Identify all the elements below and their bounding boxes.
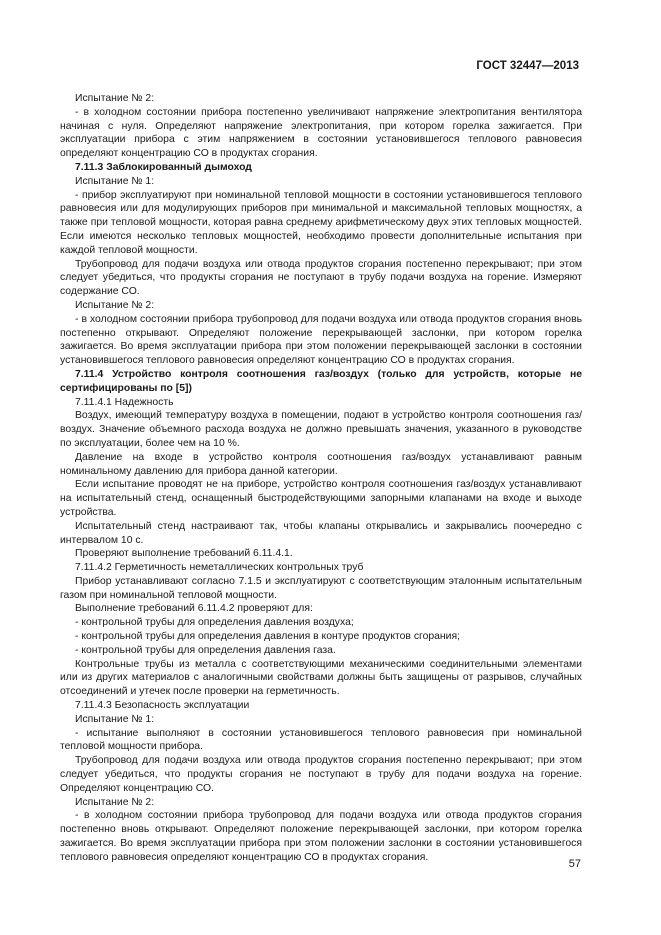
body-paragraph: Если испытание проводят не на приборе, устройство контроля соотношения газ/воздух устанавливают на испытательный стенд, оснащенный быстродействующими запорными клапанами на входе и выходе устройства. — [60, 479, 582, 518]
page-number: 57 — [568, 858, 581, 870]
section-heading: 7.11.4 Устройство контроля соотношения газ/воздух (только для устройств, которые не сертифицированы по [5]) — [60, 368, 582, 394]
body-paragraph: - контрольной трубы для определения давления в контуре продуктов сгорания; — [75, 631, 460, 643]
document-code-header: ГОСТ 32447—2013 — [476, 60, 579, 72]
body-paragraph: Прибор устанавливают согласно 7.1.5 и эксплуатируют с соответствующим эталонным испытательным газом при номинальной тепловой мощности. — [60, 575, 582, 601]
body-paragraph: Испытание № 2: — [75, 299, 155, 311]
body-paragraph: - в холодном состоянии прибора трубопровод для подачи воздуха или отвода продуктов сгорания постепенно вновь открывают. Определяют положение перекрывающей заслонки, при котором горелка зажигается. Во время эксплуатации прибора при этом положении заслонки в состоянии установившегося теплового равновесия определяют концентрацию СО в продуктах сгорания. — [60, 810, 582, 863]
body-paragraph: - контрольной трубы для определения давления газа. — [75, 644, 336, 656]
body-paragraph: 7.11.4.2 Герметичность неметаллических контрольных труб — [75, 562, 364, 574]
body-paragraph: Испытание № 1: — [75, 175, 155, 187]
document-body — [60, 92, 582, 865]
body-paragraph: Выполнение требований 6.11.4.2 проверяют для: — [75, 603, 313, 615]
body-paragraph: Испытательный стенд настраивают так, чтобы клапаны открывались и закрывались поочередно с интервалом 10 с. — [60, 520, 582, 546]
body-paragraph: Контрольные трубы из металла с соответствующими механическими соединительными элементами или из других материалов с аналогичными свойствами должны быть защищены от разрывов, случайных отсоединений и утечек после проверки на герметичность. — [60, 658, 582, 698]
body-paragraph: 7.11.4.1 Надежность — [75, 396, 174, 408]
body-paragraph: Давление на входе в устройство контроля соотношения газ/воздух устанавливают равным номинальному давлению для прибора данной категории. — [60, 451, 582, 477]
body-paragraph: Испытание № 1: — [75, 713, 155, 725]
body-paragraph: - в холодном состоянии прибора трубопровод для подачи воздуха или отвода продуктов сгорания вновь постепенно открывают. Определяют положение перекрывающей заслонки, при котором горелка зажигается. Во время эксплуатации прибора при этом положении перекрывающей заслонки в состоянии установившегося теплового равновесия определяют концентрацию СО в продуктах сгорания. — [60, 313, 582, 367]
body-paragraph: Трубопровод для подачи воздуха или отвода продуктов сгорания постепенно перекрывают; при этом следует убедиться, что продукты сгорания не поступают в трубу подачи воздуха на горение. Измеряют содержание СО. — [60, 258, 582, 298]
body-paragraph: - в холодном состоянии прибора постепенно увеличивают напряжение электропитания вентилятора начиная с нуля. Определяют напряжение электропитания, при котором горелка зажигается. При эксплуатации прибора с этим напряжением в состоянии установившегося теплового равновесия определяют концентрацию СО в продуктах сгорания. — [60, 106, 582, 160]
body-paragraph: Трубопровод для подачи воздуха или отвода продуктов сгорания постепенно перекрывают; при этом следует убедиться, что продукты сгорания не поступают в трубу для подачи воздуха на горение. Определяют концентрацию СО. — [60, 755, 582, 794]
section-heading: 7.11.3 Заблокированный дымоход — [75, 161, 252, 173]
body-paragraph: - контрольной трубы для определения давления воздуха; — [75, 617, 354, 629]
body-paragraph: Проверяют выполнение требований 6.11.4.1. — [75, 548, 293, 560]
body-paragraph: Испытание № 2: — [75, 796, 155, 808]
body-paragraph: - испытание выполняют в состоянии установившегося теплового равновесия при номинальной тепловой мощности прибора. — [60, 727, 582, 753]
body-paragraph: Испытание № 2: — [75, 93, 155, 104]
body-paragraph: Воздух, имеющий температуру воздуха в помещении, подают в устройство контроля соотношения газ/воздух. Значение объемного расхода воздуха не должно превышать значения, указанного в руководстве по эксплуатации, более чем на 10 %. — [60, 410, 582, 449]
body-paragraph: 7.11.4.3 Безопасность эксплуатации — [75, 700, 250, 712]
body-paragraph: - прибор эксплуатируют при номинальной тепловой мощности в состоянии установившегося теплового равновесия или для модулирующих приборов при минимальной и максимальной тепловых мощностях, а также при тепловой мощности, которая равна среднему арифметическому двух этих тепловых мощностей. Если имеются несколько тепловых мощностей, необходимо провести дополнительные испытания при каждой тепловой мощности. — [60, 189, 582, 256]
